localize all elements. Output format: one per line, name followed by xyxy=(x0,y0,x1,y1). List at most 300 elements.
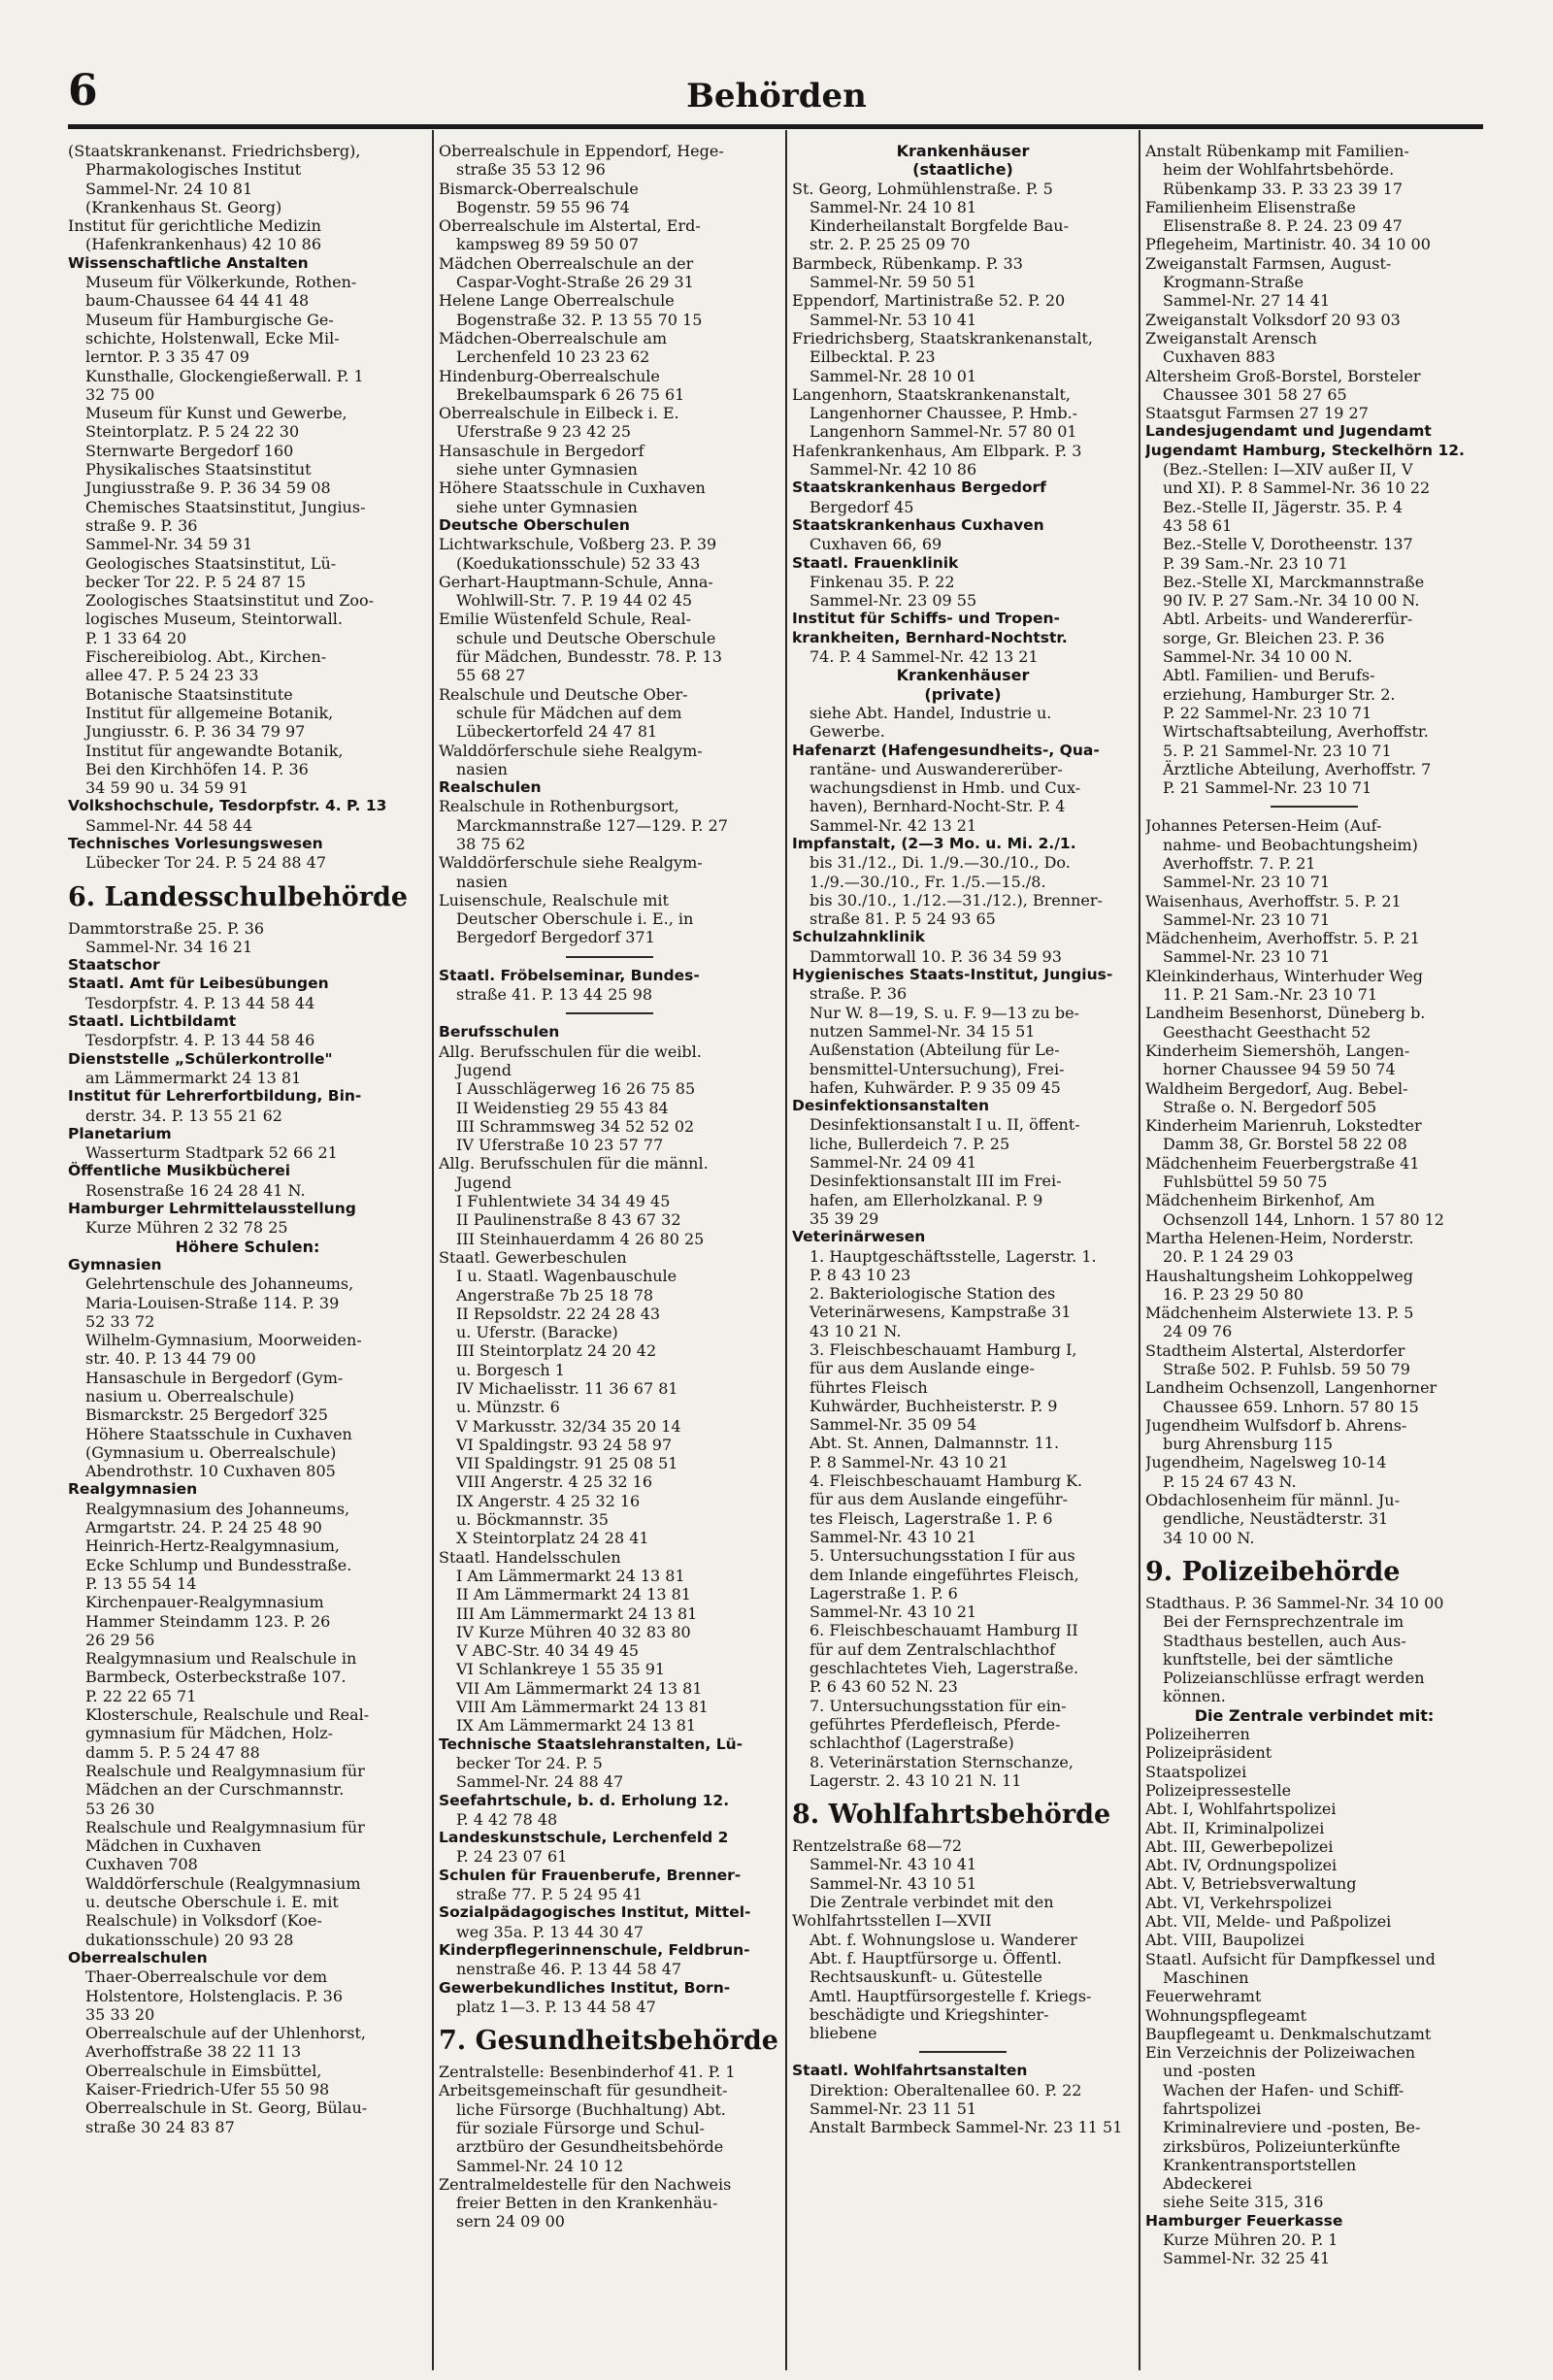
entry-line: Lerchenfeld 10 23 23 62 xyxy=(456,347,650,367)
entry-line: 8. Veterinärstation Sternschanze, xyxy=(810,1752,1074,1771)
entry-line: Ärztliche Abteilung, Averhoffstr. 7 xyxy=(1163,759,1432,778)
entry-line: am Lämmermarkt 24 13 81 xyxy=(85,1068,302,1087)
entry-line: Langenhorner Chaussee, P. Hmb.- xyxy=(810,404,1078,423)
entry-line: Sammel-Nr. 53 10 41 xyxy=(810,310,977,329)
entry-line: 55 68 27 xyxy=(456,666,526,685)
column-1 xyxy=(68,142,427,2370)
entry-line: Sammel-Nr. 28 10 01 xyxy=(810,366,977,385)
page-number: 6 xyxy=(68,66,98,116)
entry-line: V ABC-Str. 40 34 49 45 xyxy=(456,1641,640,1661)
entry-line: 53 26 30 xyxy=(85,1799,155,1818)
entry-line: u. Uferstr. (Baracke) xyxy=(456,1323,618,1342)
entry-line: straße 77. P. 5 24 95 41 xyxy=(456,1885,643,1904)
entry-line: kunftstelle, bei der sämtliche xyxy=(1163,1649,1394,1669)
entry-line: Kunsthalle, Glockengießerwall. P. 1 xyxy=(85,366,364,385)
entry-heading: Volkshochschule, Tesdorpfstr. 4. P. 13 xyxy=(68,797,387,815)
entry-line: Rübenkamp 33. P. 33 23 39 17 xyxy=(1163,179,1404,198)
entry-heading: Oberrealschulen xyxy=(68,1948,208,1967)
entry-line: Realgymnasium des Johanneums, xyxy=(85,1499,350,1518)
entry-line: Anstalt Rübenkamp mit Familien- xyxy=(1145,142,1409,160)
entry-line: 43 58 61 xyxy=(1163,515,1233,535)
entry-line: str. 40. P. 13 44 79 00 xyxy=(85,1349,256,1369)
entry-line: Geologisches Staatsinstitut, Lü- xyxy=(85,553,337,573)
entry-line: Hansaschule in Bergedorf xyxy=(439,441,644,460)
entry-line: Amtl. Hauptfürsorgestelle f. Kriegs- xyxy=(810,1986,1092,2005)
entry-line: Jugendheim Wulfsdorf b. Ahrens- xyxy=(1145,1415,1407,1435)
entry-line: (Gymnasium u. Oberrealschule) xyxy=(85,1442,337,1462)
entry-line: siehe unter Gymnasien xyxy=(456,460,638,479)
entry-line: V Markusstr. 32/34 35 20 14 xyxy=(456,1416,681,1436)
entry-line: II Repsoldstr. 22 24 28 43 xyxy=(456,1304,661,1323)
entry-line: Marckmannstraße 127—129. P. 27 xyxy=(456,815,728,835)
entry-line: 74. P. 4 Sammel-Nr. 42 13 21 xyxy=(810,647,1039,667)
entry-line: Jugend xyxy=(456,1173,512,1192)
entry-heading: Staatl. Frauenklinik xyxy=(792,553,959,572)
entry-line: schule für Mädchen auf dem xyxy=(456,703,682,722)
entry-line: nasien xyxy=(456,759,508,778)
entry-line: Direktion: Oberaltenallee 60. P. 22 xyxy=(810,2080,1082,2099)
entry-line: bliebene xyxy=(810,2024,877,2043)
entry-line: Polizeipräsident xyxy=(1145,1743,1272,1763)
entry-line: Eilbecktal. P. 23 xyxy=(810,347,936,367)
entry-line: Rosenstraße 16 24 28 41 N. xyxy=(85,1180,306,1200)
entry-line: Stadtheim Alstertal, Alsterdorfer xyxy=(1145,1340,1405,1360)
entry-line: Eppendorf, Martinistraße 52. P. 20 xyxy=(792,291,1066,311)
entry-line: 35 33 20 xyxy=(85,2004,155,2024)
entry-line: III Am Lämmermarkt 24 13 81 xyxy=(456,1603,698,1623)
entry-line: Wohlwill-Str. 7. P. 19 44 02 45 xyxy=(456,591,693,611)
entry-line: Kaiser-Friedrich-Ufer 55 50 98 xyxy=(85,2079,330,2099)
entry-line: gendliche, Neustädterstr. 31 xyxy=(1163,1509,1389,1529)
entry-line: Wohnungspflegeamt xyxy=(1145,2005,1306,2025)
entry-line: Sammel-Nr. 23 10 71 xyxy=(1163,909,1331,929)
entry-line: Kuhwärder, Buchheisterstr. P. 9 xyxy=(810,1396,1058,1415)
entry-line: hafen, Kuhwärder. P. 9 35 09 45 xyxy=(810,1077,1061,1097)
entry-heading: Landeskunstschule, Lerchenfeld 2 xyxy=(439,1829,729,1847)
subheading: (staatliche) xyxy=(912,160,1013,180)
section-separator xyxy=(566,1012,653,1014)
entry-line: Mädchen in Cuxhaven xyxy=(85,1836,262,1856)
entry-line: Waldheim Bergedorf, Aug. Bebel- xyxy=(1145,1078,1408,1098)
entry-line: Sammel-Nr. 35 09 54 xyxy=(810,1415,977,1435)
entry-line: Sammel-Nr. 43 10 21 xyxy=(810,1603,977,1622)
entry-line: u. deutsche Oberschule i. E. mit xyxy=(85,1893,339,1912)
entry-heading: Staatskrankenhaus Cuxhaven xyxy=(792,515,1044,534)
entry-line: Bei den Kirchhöfen 14. P. 36 xyxy=(85,759,309,778)
entry-line: Abtl. Arbeits- und Wandererfür- xyxy=(1163,610,1413,629)
column-divider xyxy=(432,130,434,2370)
entry-line: Sammel-Nr. 34 10 00 N. xyxy=(1163,647,1353,667)
entry-heading: Deutsche Oberschulen xyxy=(439,515,630,534)
entry-line: horner Chaussee 94 59 50 74 xyxy=(1163,1060,1396,1079)
entry-line: Sammel-Nr. 23 10 71 xyxy=(1163,873,1331,892)
entry-line: Gerhart-Hauptmann-Schule, Anna- xyxy=(439,572,713,591)
entry-line: Kurze Mühren 2 32 78 25 xyxy=(85,1218,288,1238)
entry-heading: Staatskrankenhaus Bergedorf xyxy=(792,479,1046,497)
entry-line: Haushaltungsheim Lohkoppelweg xyxy=(1145,1266,1413,1285)
entry-line: (Krankenhaus St. Georg) xyxy=(85,197,282,216)
entry-line: Chaussee 301 58 27 65 xyxy=(1163,384,1347,404)
entry-heading: Institut für Schiffs- und Tropen- xyxy=(792,610,1060,628)
entry-line: u. Borgesch 1 xyxy=(456,1360,565,1379)
entry-line: Allg. Berufsschulen für die weibl. xyxy=(439,1041,702,1061)
entry-line: VIII Am Lämmermarkt 24 13 81 xyxy=(456,1698,709,1717)
entry-line: nahme- und Beobachtungsheim) xyxy=(1163,835,1418,854)
entry-line: Abt. f. Wohnungslose u. Wanderer xyxy=(810,1930,1077,1949)
entry-line: nasium u. Oberrealschule) xyxy=(85,1387,295,1405)
section-separator xyxy=(919,2051,1007,2053)
entry-line: Landheim Ochsenzoll, Langenhorner xyxy=(1145,1378,1437,1398)
entry-line: Landheim Besenhorst, Düneberg b. xyxy=(1145,1004,1426,1023)
entry-line: str. 2. P. 25 25 09 70 xyxy=(810,235,971,254)
column-4 xyxy=(1145,142,1483,2370)
entry-line: Zentralstelle: Besenbinderhof 41. P. 1 xyxy=(439,2063,736,2082)
entry-line: Stadthaus bestellen, auch Aus- xyxy=(1163,1631,1406,1650)
entry-heading: Technisches Vorlesungswesen xyxy=(68,834,323,852)
entry-line: schichte, Holstenwall, Ecke Mil- xyxy=(85,328,340,347)
entry-heading: Öffentliche Musikbücherei xyxy=(68,1162,291,1180)
entry-line: Sammel-Nr. 24 10 81 xyxy=(85,179,253,198)
entry-line: u. Münzstr. 6 xyxy=(456,1398,560,1417)
entry-line: Dammtorwall 10. P. 36 34 59 93 xyxy=(810,946,1062,966)
entry-line: für aus dem Auslande eingeführ- xyxy=(810,1490,1069,1509)
entry-line: Oberrealschule in Eppendorf, Hege- xyxy=(439,142,724,160)
subheading: Krankenhäuser xyxy=(896,666,1030,685)
entry-line: 26 29 56 xyxy=(85,1630,155,1649)
entry-line: Feuerwehramt xyxy=(1145,1987,1262,2006)
entry-heading: Impfanstalt, (2—3 Mo. u. Mi. 2./1. xyxy=(792,834,1076,852)
entry-line: 90 IV. P. 27 Sam.-Nr. 34 10 00 N. xyxy=(1163,591,1420,611)
entry-line: Sammel-Nr. 32 25 41 xyxy=(1163,2249,1331,2268)
entry-line: und XI). P. 8 Sammel-Nr. 36 10 22 xyxy=(1163,479,1431,498)
entry-line: Baupflegeamt u. Denkmalschutzamt xyxy=(1145,2024,1432,2043)
entry-line: Lagerstr. 2. 43 10 21 N. 11 xyxy=(810,1770,1022,1790)
entry-line: siehe unter Gymnasien xyxy=(456,497,638,516)
entry-line: straße. P. 36 xyxy=(810,984,908,1004)
header-rule xyxy=(68,124,1483,129)
entry-line: Langenhorn Sammel-Nr. 57 80 01 xyxy=(810,422,1077,442)
entry-line: Jungiusstr. 6. P. 36 34 79 97 xyxy=(85,722,306,742)
entry-line: Abt. II, Kriminalpolizei xyxy=(1145,1818,1325,1837)
entry-line: IX Am Lämmermarkt 24 13 81 xyxy=(456,1716,697,1735)
entry-line: Mädchen-Oberrealschule am xyxy=(439,328,668,347)
entry-heading: Staatl. Amt für Leibesübungen xyxy=(68,975,329,993)
entry-line: VI Spaldingstr. 93 24 58 97 xyxy=(456,1435,673,1454)
entry-line: siehe Seite 315, 316 xyxy=(1163,2193,1324,2212)
entry-line: Armgartstr. 24. P. 24 25 48 90 xyxy=(85,1518,322,1537)
entry-line: I Fuhlentwiete 34 34 49 45 xyxy=(456,1192,671,1211)
entry-line: I Am Lämmermarkt 24 13 81 xyxy=(456,1566,685,1585)
entry-line: logisches Museum, Steintorwall. xyxy=(85,610,343,629)
entry-line: Sammel-Nr. 59 50 51 xyxy=(810,273,977,292)
entry-line: P. 24 23 07 61 xyxy=(456,1847,568,1867)
entry-line: 5. Untersuchungsstation I für aus xyxy=(810,1546,1075,1566)
entry-line: Staatl. Gewerbeschulen xyxy=(439,1247,627,1267)
entry-line: Geesthacht Geesthacht 52 xyxy=(1163,1022,1371,1041)
entry-line: Ecke Schlump und Bundesstraße. xyxy=(85,1555,352,1574)
entry-line: Bei der Fernsprechzentrale im xyxy=(1163,1612,1404,1632)
entry-line: Zweiganstalt Farmsen, August- xyxy=(1145,253,1392,273)
column-2 xyxy=(439,142,780,2370)
entry-line: 3. Fleischbeschauamt Hamburg I, xyxy=(810,1340,1077,1359)
entry-line: Martha Helenen-Heim, Norderstr. xyxy=(1145,1228,1414,1247)
entry-line: Realschule und Realgymnasium für xyxy=(85,1817,365,1836)
entry-line: Sammel-Nr. 43 10 21 xyxy=(810,1527,977,1546)
entry-heading: Planetarium xyxy=(68,1124,172,1142)
entry-line: Fuhlsbüttel 59 50 75 xyxy=(1163,1173,1328,1192)
entry-line: Kriminalreviere und -posten, Be- xyxy=(1163,2118,1421,2137)
entry-line: Abt. VIII, Baupolizei xyxy=(1145,1931,1305,1950)
entry-line: becker Tor 24. P. 5 xyxy=(456,1753,603,1772)
entry-heading: Hygienisches Staats-Institut, Jungius- xyxy=(792,966,1113,984)
entry-line: liche Fürsorge (Buchhaltung) Abt. xyxy=(456,2099,726,2119)
entry-line: Kinderheim Siemershöh, Langen- xyxy=(1145,1041,1410,1060)
entry-line: Holstentore, Holstenglacis. P. 36 xyxy=(85,1986,343,2005)
entry-line: baum-Chaussee 64 44 41 48 xyxy=(85,291,310,311)
entry-line: und -posten xyxy=(1163,2062,1256,2081)
entry-line: u. Böckmannstr. 35 xyxy=(456,1510,609,1530)
entry-line: Bergedorf Bergedorf 371 xyxy=(456,928,655,947)
entry-line: II Paulinenstraße 8 43 67 32 xyxy=(456,1210,681,1230)
entry-line: Wachen der Hafen- und Schiff- xyxy=(1163,2080,1404,2099)
entry-heading: Staatl. Lichtbildamt xyxy=(68,1012,237,1031)
entry-line: Sammel-Nr. 34 59 31 xyxy=(85,535,253,554)
entry-line: Mädchenheim Birkenhof, Am xyxy=(1145,1191,1375,1210)
entry-line: 6. Fleischbeschauamt Hamburg II xyxy=(810,1621,1078,1640)
entry-line: (Staatskrankenanst. Friedrichsberg), xyxy=(68,142,361,160)
entry-line: Desinfektionsanstalt III im Frei- xyxy=(810,1172,1062,1191)
entry-line: 24 09 76 xyxy=(1163,1322,1233,1341)
entry-line: siehe Abt. Handel, Industrie u. xyxy=(810,703,1052,722)
entry-line: führtes Fleisch xyxy=(810,1377,928,1397)
entry-line: nasien xyxy=(456,872,508,891)
entry-line: Institut für gerichtliche Medizin xyxy=(68,216,321,236)
entry-line: IV Michaelisstr. 11 36 67 81 xyxy=(456,1379,678,1398)
entry-line: St. Georg, Lohmühlenstraße. P. 5 xyxy=(792,179,1053,198)
entry-line: Sammel-Nr. 24 10 81 xyxy=(810,197,977,216)
entry-line: Botanische Staatsinstitute xyxy=(85,684,293,704)
entry-line: Allg. Berufsschulen für die männl. xyxy=(439,1154,709,1173)
entry-line: Bez.-Stelle XI, Marckmannstraße xyxy=(1163,572,1425,591)
entry-line: tes Fleisch, Lagerstraße 1. P. 6 xyxy=(810,1508,1053,1528)
entry-line: Hindenburg-Oberrealschule xyxy=(439,366,660,385)
entry-line: wachungsdienst in Hmb. und Cux- xyxy=(810,778,1081,798)
entry-heading: Hamburger Feuerkasse xyxy=(1145,2211,1343,2230)
entry-line: P. 15 24 67 43 N. xyxy=(1163,1471,1297,1491)
entry-heading: Schulzahnklinik xyxy=(792,928,925,946)
entry-line: Staatl. Handelsschulen xyxy=(439,1547,621,1567)
entry-line: (Koedukationsschule) 52 33 43 xyxy=(456,553,701,573)
entry-line: Ochsenzoll 144, Lnhorn. 1 57 80 12 xyxy=(1163,1209,1444,1229)
entry-line: Bez.-Stelle II, Jägerstr. 35. P. 4 xyxy=(1163,497,1404,516)
entry-line: becker Tor 22. P. 5 24 87 15 xyxy=(85,572,307,591)
entry-line: Maschinen xyxy=(1163,1967,1249,1987)
entry-line: beschädigte und Kriegshinter- xyxy=(810,2004,1049,2024)
entry-line: Zentralmeldestelle für den Nachweis xyxy=(439,2174,732,2194)
entry-line: Sammel-Nr. 23 09 55 xyxy=(810,591,977,611)
entry-line: Die Zentrale verbindet mit den xyxy=(810,1893,1054,1912)
entry-heading: Hafenarzt (Hafengesundheits-, Qua- xyxy=(792,741,1100,759)
entry-line: I Ausschlägerweg 16 26 75 85 xyxy=(456,1079,696,1099)
entry-line: Mädchen an der Curschmannstr. xyxy=(85,1780,345,1800)
entry-heading: Hamburger Lehrmittelausstellung xyxy=(68,1200,356,1218)
entry-heading: Staatschor xyxy=(68,956,160,975)
entry-line: fahrtspolizei xyxy=(1163,2099,1262,2118)
entry-line: P. 21 Sammel-Nr. 23 10 71 xyxy=(1163,778,1372,798)
entry-line: Abt. VII, Melde- und Paßpolizei xyxy=(1145,1912,1392,1932)
entry-line: Realschule) in Volksdorf (Koe- xyxy=(85,1911,322,1931)
entry-line: Polizeianschlüsse erfragt werden xyxy=(1163,1669,1425,1688)
section-heading: 8. Wohlfahrtsbehörde xyxy=(792,1800,1111,1831)
entry-line: Realschule und Deutsche Ober- xyxy=(439,684,688,704)
entry-line: Staatl. Aufsicht für Dampfkessel und xyxy=(1145,1949,1436,1968)
entry-heading: Berufsschulen xyxy=(439,1023,560,1041)
entry-line: II Am Lämmermarkt 24 13 81 xyxy=(456,1585,691,1604)
entry-line: Bismarckstr. 25 Bergedorf 325 xyxy=(85,1405,328,1425)
entry-line: Familienheim Elisenstraße xyxy=(1145,197,1356,216)
entry-line: Sammel-Nr. 24 10 12 xyxy=(456,2156,624,2175)
entry-line: Sammel-Nr. 23 11 51 xyxy=(810,2099,977,2118)
entry-line: Bogenstraße 32. P. 13 55 70 15 xyxy=(456,310,703,329)
entry-line: straße 81. P. 5 24 93 65 xyxy=(810,909,996,929)
entry-line: II Weidenstieg 29 55 43 84 xyxy=(456,1098,669,1117)
entry-line: Museum für Hamburgische Ge- xyxy=(85,310,334,329)
entry-heading: Gymnasien xyxy=(68,1255,162,1273)
entry-line: Averhoffstraße 38 22 11 13 xyxy=(85,2042,302,2062)
entry-line: Cuxhaven 708 xyxy=(85,1855,198,1874)
entry-line: Barmbeck, Osterbeckstraße 107. xyxy=(85,1668,347,1687)
page-title: Behörden xyxy=(686,77,867,116)
entry-heading: Institut für Lehrerfortbildung, Bin- xyxy=(68,1087,362,1106)
entry-line: Realschule in Rothenburgsort, xyxy=(439,797,679,816)
entry-heading: Dienststelle „Schülerkontrolle" xyxy=(68,1049,333,1068)
entry-line: Abt. III, Gewerbepolizei xyxy=(1145,1836,1334,1856)
entry-line: Kurze Mühren 20. P. 1 xyxy=(1163,2231,1338,2250)
entry-line: Maria-Louisen-Straße 114. P. 39 xyxy=(85,1293,340,1312)
entry-line: Damm 38, Gr. Borstel 58 22 08 xyxy=(1163,1135,1407,1154)
entry-line: P. 1 33 64 20 xyxy=(85,628,187,647)
entry-line: Zweiganstalt Arensch xyxy=(1145,328,1317,347)
entry-line: Walddörferschule (Realgymnasium xyxy=(85,1873,361,1893)
entry-line: geschlachtetes Vieh, Lagerstraße. xyxy=(810,1659,1079,1678)
entry-line: Abt. IV, Ordnungspolizei xyxy=(1145,1856,1338,1875)
entry-line: Sammel-Nr. 24 09 41 xyxy=(810,1153,977,1173)
entry-line: Finkenau 35. P. 22 xyxy=(810,572,955,591)
entry-line: straße 35 53 12 96 xyxy=(456,160,606,180)
entry-line: Klosterschule, Realschule und Real- xyxy=(85,1705,370,1725)
entry-line: (Hafenkrankenhaus) 42 10 86 xyxy=(85,235,322,254)
section-heading: 7. Gesundheitsbehörde xyxy=(439,2026,778,2057)
entry-line: P. 6 43 60 52 N. 23 xyxy=(810,1677,958,1697)
entry-line: straße 9. P. 36 xyxy=(85,515,198,535)
entry-line: Abdeckerei xyxy=(1163,2174,1252,2194)
entry-line: Sammel-Nr. 44 58 44 xyxy=(85,815,253,835)
entry-line: Krogmann-Straße xyxy=(1163,273,1304,292)
entry-heading: krankheiten, Bernhard-Nochtstr. xyxy=(792,628,1068,646)
entry-line: Veterinärwesens, Kampstraße 31 xyxy=(810,1303,1072,1322)
entry-line: Tesdorpfstr. 4. P. 13 44 58 44 xyxy=(85,993,315,1012)
entry-heading: Wissenschaftliche Anstalten xyxy=(68,253,309,272)
entry-heading: Gewerbekundliches Institut, Born- xyxy=(439,1978,731,1997)
entry-line: Angerstraße 7b 25 18 78 xyxy=(456,1285,654,1305)
entry-line: freier Betten in den Krankenhäu- xyxy=(456,2194,718,2213)
entry-line: dem Inlande eingeführtes Fleisch, xyxy=(810,1565,1079,1584)
entry-line: Mädchenheim Feuerbergstraße 41 xyxy=(1145,1153,1420,1173)
entry-line: Polizeipressestelle xyxy=(1145,1780,1292,1800)
entry-line: schule und Deutsche Oberschule xyxy=(456,628,716,647)
entry-line: Langenhorn, Staatskrankenanstalt, xyxy=(792,384,1071,404)
entry-line: arztbüro der Gesundheitsbehörde xyxy=(456,2137,724,2157)
entry-line: Oberrealschule im Alstertal, Erd- xyxy=(439,216,701,236)
entry-line: Realgymnasium und Realschule in xyxy=(85,1649,357,1669)
entry-line: Sammel-Nr. 27 14 41 xyxy=(1163,291,1331,311)
entry-line: Kleinkinderhaus, Winterhuder Weg xyxy=(1145,966,1424,985)
entry-line: 1. Hauptgeschäftsstelle, Lagerstr. 1. xyxy=(810,1246,1097,1266)
subheading: Die Zentrale verbindet mit: xyxy=(1194,1705,1435,1725)
entry-line: Sammel-Nr. 23 10 71 xyxy=(1163,947,1331,967)
section-heading: 6. Landesschulbehörde xyxy=(68,881,409,912)
entry-line: kampsweg 89 59 50 07 xyxy=(456,235,640,254)
entry-line: Zweiganstalt Volksdorf 20 93 03 xyxy=(1145,310,1401,329)
entry-line: 38 75 62 xyxy=(456,834,526,853)
entry-line: P. 8 43 10 23 xyxy=(810,1265,911,1284)
entry-line: Abtl. Familien- und Berufs- xyxy=(1163,666,1375,685)
subheading: (private) xyxy=(924,684,1002,704)
entry-line: Emilie Wüstenfeld Schule, Real- xyxy=(439,610,691,629)
entry-line: 20. P. 1 24 29 03 xyxy=(1163,1247,1294,1267)
entry-line: IX Angerstr. 4 25 32 16 xyxy=(456,1491,641,1510)
entry-line: Chemisches Staatsinstitut, Jungius- xyxy=(85,497,366,516)
entry-line: P. 22 22 65 71 xyxy=(85,1686,197,1705)
entry-line: Abendrothstr. 10 Cuxhaven 805 xyxy=(85,1462,336,1481)
entry-line: erziehung, Hamburger Str. 2. xyxy=(1163,684,1396,704)
entry-line: III Schrammsweg 34 52 52 02 xyxy=(456,1116,695,1136)
entry-line: Hammer Steindamm 123. P. 26 xyxy=(85,1611,331,1631)
entry-line: Sammel-Nr. 24 88 47 xyxy=(456,1772,624,1792)
entry-line: Sammel-Nr. 43 10 41 xyxy=(810,1855,977,1874)
entry-line: damm 5. P. 5 24 47 88 xyxy=(85,1742,260,1762)
entry-line: liche, Bullerdeich 7. P. 25 xyxy=(810,1134,1010,1153)
entry-line: lerntor. P. 3 35 47 09 xyxy=(85,347,249,367)
entry-line: 11. P. 21 Sam.-Nr. 23 10 71 xyxy=(1163,985,1378,1005)
entry-line: Brekelbaumspark 6 26 75 61 xyxy=(456,384,685,404)
entry-line: Abt. f. Hauptfürsorge u. Öffentl. xyxy=(810,1948,1062,1967)
entry-line: für aus dem Auslande einge- xyxy=(810,1359,1035,1378)
entry-line: für soziale Fürsorge und Schul- xyxy=(456,2118,705,2137)
entry-line: P. 13 55 54 14 xyxy=(85,1573,197,1593)
column-divider xyxy=(785,130,787,2370)
entry-line: Krankentransportstellen xyxy=(1163,2155,1357,2174)
entry-line: Fischereibiolog. Abt., Kirchen- xyxy=(85,647,327,667)
entry-line: P. 39 Sam.-Nr. 23 10 71 xyxy=(1163,553,1348,573)
entry-line: Lichtwarkschule, Voßberg 23. P. 39 xyxy=(439,535,717,554)
entry-line: Steintorplatz. P. 5 24 22 30 xyxy=(85,422,300,442)
subheading: Höhere Schulen: xyxy=(175,1237,320,1256)
entry-line: Bez.-Stelle V, Dorotheenstr. 137 xyxy=(1163,535,1413,554)
entry-line: VI Schlankreye 1 55 35 91 xyxy=(456,1660,666,1679)
entry-line: Sammel-Nr. 42 13 21 xyxy=(810,815,977,835)
entry-line: P. 22 Sammel-Nr. 23 10 71 xyxy=(1163,703,1372,722)
entry-line: Lagerstraße 1. P. 6 xyxy=(810,1583,958,1603)
entry-line: Oberrealschule auf der Uhlenhorst, xyxy=(85,2024,366,2043)
entry-heading: Schulen für Frauenberufe, Brenner- xyxy=(439,1866,742,1884)
entry-line: Caspar-Voght-Straße 26 29 31 xyxy=(456,273,694,292)
entry-line: Bergedorf 45 xyxy=(810,497,914,516)
entry-heading: Staatl. Wohlfahrtsanstalten xyxy=(792,2062,1028,2080)
entry-line: geführtes Pferdefleisch, Pferde- xyxy=(810,1714,1061,1734)
entry-line: Heinrich-Hertz-Realgymnasium, xyxy=(85,1537,340,1556)
entry-line: Rechtsauskunft- u. Gütestelle xyxy=(810,1967,1042,1987)
